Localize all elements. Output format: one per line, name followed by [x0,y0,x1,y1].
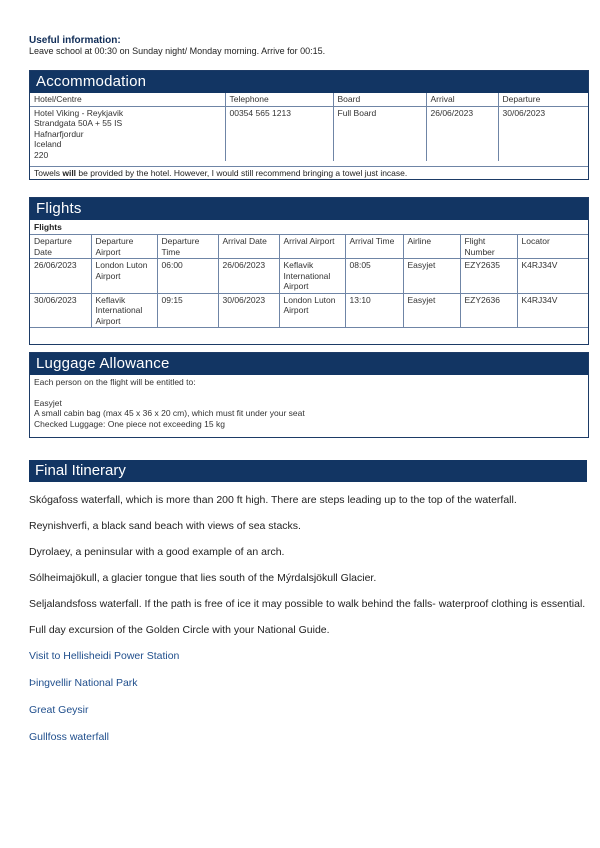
flights-subtitle: Flights [30,220,588,235]
list-item: Sólheimajökull, a glacier tongue that lies south of the Mýrdalsjökull Glacier. [29,572,377,584]
flight-cell: 06:00 [157,259,218,294]
flight-cell: K4RJ34V [517,293,588,328]
accommodation-title: Accommodation [30,71,588,93]
flight-cell: London Luton Airport [279,293,345,328]
itinerary-link[interactable]: Visit to Hellisheidi Power Station [29,650,180,662]
luggage-title: Luggage Allowance [30,353,588,375]
useful-heading: Useful information: [29,35,121,46]
flights-header: Locator [517,235,588,259]
flights-header: Departure Airport [91,235,157,259]
luggage-intro: Each person on the flight will be entitled to: [34,377,196,387]
list-item: Skógafoss waterfall, which is more than 200 ft high. There are steps leading up to the top of the waterfall. [29,494,517,506]
hotel-board: Full Board [333,106,426,161]
note-text: be provided by the hotel. However, I would still recommend bringing a towel just incase. [76,168,408,178]
hotel-address [30,106,225,161]
itinerary-link[interactable]: Great Geysir [29,704,89,716]
flight-cell: 08:05 [345,259,403,294]
list-item: Seljalandsfoss waterfall. If the path is free of ice it may possible to walk behind the falls- waterproof clothing is essential. [29,598,586,610]
itinerary-list [29,494,589,758]
accommodation-header: Arrival [426,93,498,106]
hotel-line: Hafnarfjordur [34,128,84,139]
accommodation-header: Board [333,93,426,106]
luggage-section [29,352,589,438]
list-item: Full day excursion of the Golden Circle with your National Guide. [29,624,330,636]
luggage-airline: Easyjet [34,397,62,408]
flight-cell: 09:15 [157,293,218,328]
list-item: Dyrolaey, a peninsular with a good example of an arch. [29,546,285,558]
itinerary-link[interactable]: Gullfoss waterfall [29,731,109,743]
note-bold: will [62,168,77,178]
accommodation-header: Telephone [225,93,333,106]
table-row [30,293,588,328]
flights-section [29,197,589,345]
flights-header-row [30,235,588,259]
useful-text: Leave school at 00:30 on Sunday night/ Monday morning. Arrive for 00:15. [29,46,326,56]
itinerary-link[interactable]: Þingvellir National Park [29,677,138,689]
flight-cell: Easyjet [403,259,460,294]
flight-cell: 30/06/2023 [30,293,91,328]
luggage-checked: Checked Luggage: One piece not exceeding 15 kg [34,418,225,429]
flight-cell: EZY2636 [460,293,517,328]
flights-header: Airline [403,235,460,259]
accommodation-section [29,70,589,180]
hotel-line: Strandgata 50A + 55 IS [34,118,123,128]
flight-cell: 26/06/2023 [30,259,91,294]
accommodation-header: Departure [498,93,588,106]
flight-cell: London Luton Airport [91,259,157,294]
accommodation-row [30,106,588,161]
flight-cell: 30/06/2023 [218,293,279,328]
flight-cell: 26/06/2023 [218,259,279,294]
flights-table [30,235,588,328]
flights-header: Arrival Date [218,235,279,259]
flights-title: Flights [30,198,588,220]
accommodation-header-row [30,93,588,106]
towel-note [30,166,588,179]
accommodation-header: Hotel/Centre [30,93,225,106]
flights-header: Arrival Time [345,235,403,259]
flights-header: Arrival Airport [279,235,345,259]
list-item: Reynishverfi, a black sand beach with views of sea stacks. [29,520,301,532]
luggage-body [30,375,588,431]
flight-cell: 13:10 [345,293,403,328]
flight-cell: Easyjet [403,293,460,328]
hotel-departure: 30/06/2023 [502,107,546,118]
flight-cell: Keflavik International Airport [91,293,157,328]
useful-information [29,35,589,57]
luggage-cabin: A small cabin bag (max 45 x 36 x 20 cm), which must fit under your seat [34,408,305,418]
table-row [30,259,588,294]
hotel-arrival: 26/06/2023 [426,106,498,161]
flight-cell: K4RJ34V [517,259,588,294]
hotel-line: Iceland [34,139,62,149]
flights-header: Flight Number [460,235,517,259]
hotel-telephone: 00354 565 1213 [225,106,333,161]
accommodation-table [30,93,588,161]
flights-header: Departure Time [157,235,218,259]
hotel-line: Hotel Viking - Reykjavik [34,107,124,118]
note-text: Towels [34,168,63,178]
flights-header: Departure Date [30,235,91,259]
itinerary-title: Final Itinerary [29,460,587,482]
hotel-line: 220 [34,149,49,160]
flight-cell: Keflavik International Airport [279,259,345,294]
flight-cell: EZY2635 [460,259,517,294]
